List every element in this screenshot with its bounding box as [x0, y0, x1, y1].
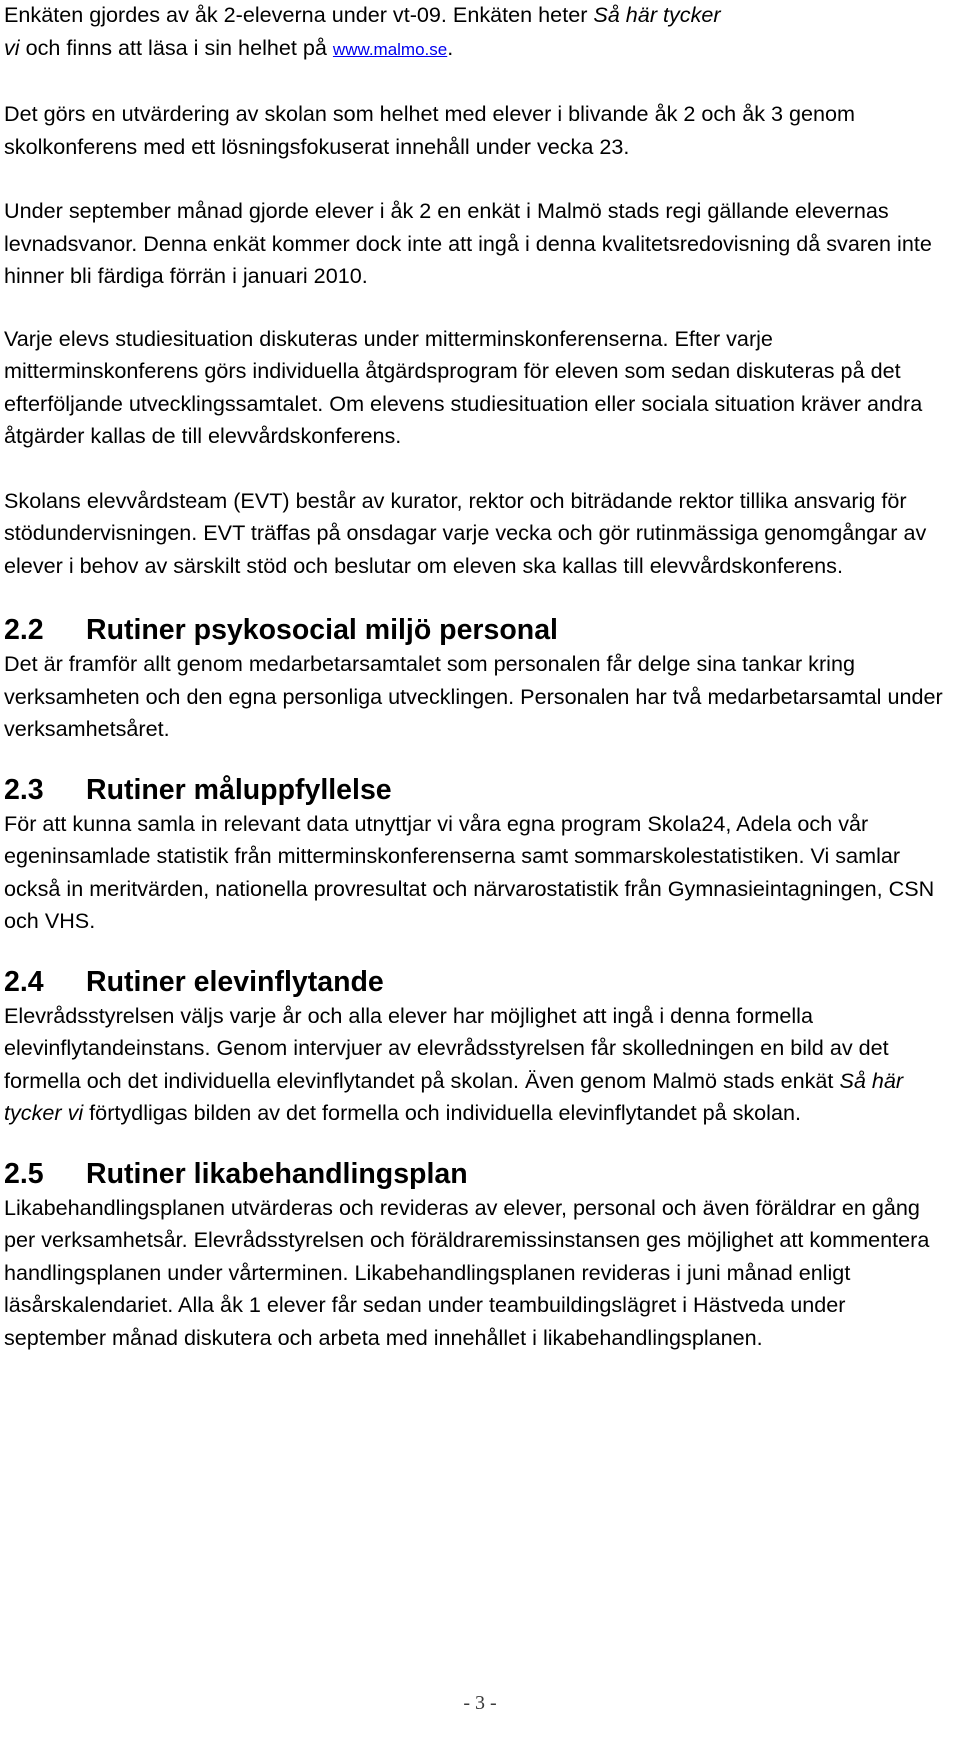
paragraph-study-situation: Varje elevs studiesituation diskuteras under mitterminskonferenserna. Efter varje mitterminskonferens görs individuella åtgärdsprogram för eleven som sedan diskuteras på det efterföljande utvecklingssamtalet. Om elevens studiesituation eller sociala situation kräver andra åtgärder kallas de till elevvårdskonferens. — [4, 325, 923, 448]
section-heading-2-3 — [4, 772, 952, 808]
survey-title-part2: vi — [4, 34, 20, 60]
section-body-2-5: Likabehandlingsplanen utvärderas och revideras av elever, personal och även föräldrar en gång per verksamhetsår. Elevrådsstyrelsen och föräldraremissinstansen ges möjlighet att kommentera handlingsplanen under vårterminen. Likabehandlingsplanen revideras i juni månad enligt läsårskalendariet. Alla åk 1 elever får sedan under teambuildingslägret i Hästveda under september månad diskutera och arbeta med innehållet i likabehandlingsplanen. — [4, 1194, 930, 1350]
section-body-2-2: Det är framför allt genom medarbetarsamtalet som personalen får delge sina tankar kring verksamheten och den egna personliga utvecklingen. Personalen har två medarbetarsamtal under verksamhetsåret. — [4, 651, 943, 741]
document-page — [4, 0, 952, 1354]
section-number: 2.4 — [4, 965, 44, 998]
survey-intro-end: . — [447, 34, 454, 60]
section-title: Rutiner psykosocial miljö personal — [86, 614, 558, 646]
section-heading-2-4 — [4, 964, 952, 1000]
section-heading-2-5 — [4, 1156, 952, 1192]
section-body-2-3: För att kunna samla in relevant data utnyttjar vi våra egna program Skola24, Adela och vår egeninsamlade statistik från mitterminskonferenserna samt sommarskolestatistiken. Vi samlar också in meritvärden, nationella provresultat och närvarostatistik från Gymnasieintagningen, CSN och VHS. — [4, 810, 935, 933]
section-number: 2.3 — [4, 773, 44, 806]
section-body-text: Elevrådsstyrelsen väljs varje år och alla elever har möjlighet att ingå i denna formella elevinflytandeinstans. Genom intervjuer av elevrådsstyrelsen får skolledningen en bild av det formella och det individuella elevinflytandet på skolan. Även genom Malmö stads enkät — [4, 1002, 889, 1093]
survey-title-part1: Så här tycker — [593, 2, 721, 27]
section-body-text-end: förtydligas bilden av det formella och individuella elevinflytandet på skolan. — [83, 1100, 802, 1125]
section-title: Rutiner likabehandlingsplan — [86, 1157, 468, 1190]
survey-intro-text-2: och finns att läsa i sin helhet på — [19, 34, 333, 60]
paragraph-survey-intro — [4, 0, 952, 66]
section-number: 2.5 — [4, 1157, 44, 1190]
malmo-link[interactable]: www.malmo.se — [332, 39, 448, 59]
paragraph-september-survey: Under september månad gjorde elever i åk 2 en enkät i Malmö stads regi gällande elevernas levnadsvanor. Denna enkät kommer dock inte att ingå i denna kvalitetsredovisning då svaren inte hinner bli färdiga förrän i januari 2010. — [4, 198, 932, 288]
section-number: 2.2 — [4, 614, 44, 646]
page-number: - 3 - — [463, 1692, 497, 1714]
section-title: Rutiner måluppfyllelse — [86, 773, 392, 806]
survey-title-inline: Så här tycker vi — [4, 1067, 904, 1125]
paragraph-evt: Skolans elevvårdsteam (EVT) består av kurator, rektor och biträdande rektor tillika ansvarig för stödundervisningen. EVT träffas på onsdagar varje vecka och gör rutinmässiga genomgångar av elever i behov av särskilt stöd och beslutar om eleven ska kallas till elevvårdskonferens. — [4, 487, 927, 578]
paragraph-evaluation: Det görs en utvärdering av skolan som helhet med elever i blivande åk 2 och åk 3 genom skolkonferens med ett lösningsfokuserat innehåll under vecka 23. — [4, 101, 856, 159]
section-title: Rutiner elevinflytande — [86, 965, 384, 998]
section-body-2-4 — [4, 1000, 952, 1130]
survey-intro-text: Enkäten gjordes av åk 2-eleverna under vt-09. Enkäten heter — [4, 2, 594, 27]
section-heading-2-2 — [4, 612, 952, 648]
